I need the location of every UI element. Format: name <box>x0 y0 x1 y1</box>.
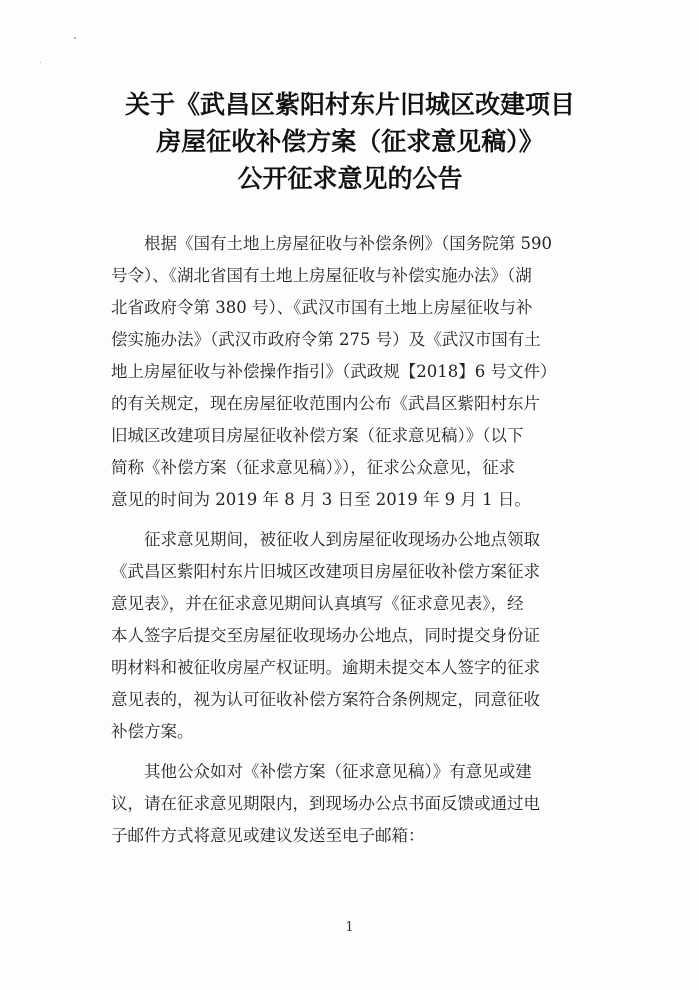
paragraph-line: 北省政府令第 380 号）、《武汉市国有土地上房屋征收与补 <box>111 298 533 317</box>
paragraph-line: 征求意见期间，被征收人到房屋征收现场办公地点领取 <box>144 530 540 549</box>
paragraph-line: 号令）、《湖北省国有土地上房屋征收与补偿实施办法》（湖 <box>111 266 532 285</box>
scan-speck <box>40 62 41 63</box>
paragraph-basis <box>111 228 591 516</box>
document-body <box>111 228 591 860</box>
paragraph-line: 补偿方案。 <box>111 722 194 741</box>
paragraph-public-feedback <box>111 756 591 852</box>
paragraph-line: 根据《国有土地上房屋征收与补偿条例》（国务院第 590 <box>144 234 552 253</box>
paragraph-line: 意见的时间为 2019 年 8 月 3 日至 2019 年 9 月 1 日。 <box>111 490 531 509</box>
paragraph-line: 旧城区改建项目房屋征收补偿方案（征求意见稿）》（以下 <box>111 426 524 445</box>
paragraph-line: 其他公众如对《补偿方案（征求意见稿）》有意见或建 <box>144 762 532 781</box>
paragraph-line: 偿实施办法》（武汉市政府令第 275 号）及《武汉市国有土 <box>111 330 541 349</box>
paragraph-line: 地上房屋征收与补偿操作指引》（武政规【2018】6 号文件） <box>111 362 557 381</box>
title-line-1: 关于《武昌区紫阳村东片旧城区改建项目 <box>124 90 575 119</box>
paragraph-line: 本人签字后提交至房屋征收现场办公地点，同时提交身份证 <box>111 626 540 645</box>
paragraph-line: 议，请在征求意见期限内，到现场办公点书面反馈或通过电 <box>111 794 540 813</box>
paragraph-line: 的有关规定，现在房屋征收范围内公布《武昌区紫阳村东片 <box>111 394 540 413</box>
paragraph-line: 意见表的，视为认可征收补偿方案符合条例规定，同意征收 <box>111 690 540 709</box>
paragraph-procedure <box>111 524 591 748</box>
paragraph-line: 简称《补偿方案（征求意见稿）》），征求公众意见，征求 <box>111 458 516 477</box>
page-number: 1 <box>345 920 354 935</box>
document-title <box>60 86 640 197</box>
title-line-2: 房屋征收补偿方案（征求意见稿）》 <box>156 127 544 156</box>
paragraph-line: 《武昌区紫阳村东片旧城区改建项目房屋征收补偿方案征求 <box>111 562 540 581</box>
paragraph-line: 子邮件方式将意见或建议发送至电子邮箱： <box>111 826 425 845</box>
scan-speck <box>74 37 76 39</box>
title-line-3: 公开征求意见的公告 <box>237 164 463 193</box>
paragraph-line: 明材料和被征收房屋产权证明。逾期未提交本人签字的征求 <box>111 658 540 677</box>
paragraph-line: 意见表》，并在征求意见期间认真填写《征求意见表》，经 <box>111 594 524 613</box>
